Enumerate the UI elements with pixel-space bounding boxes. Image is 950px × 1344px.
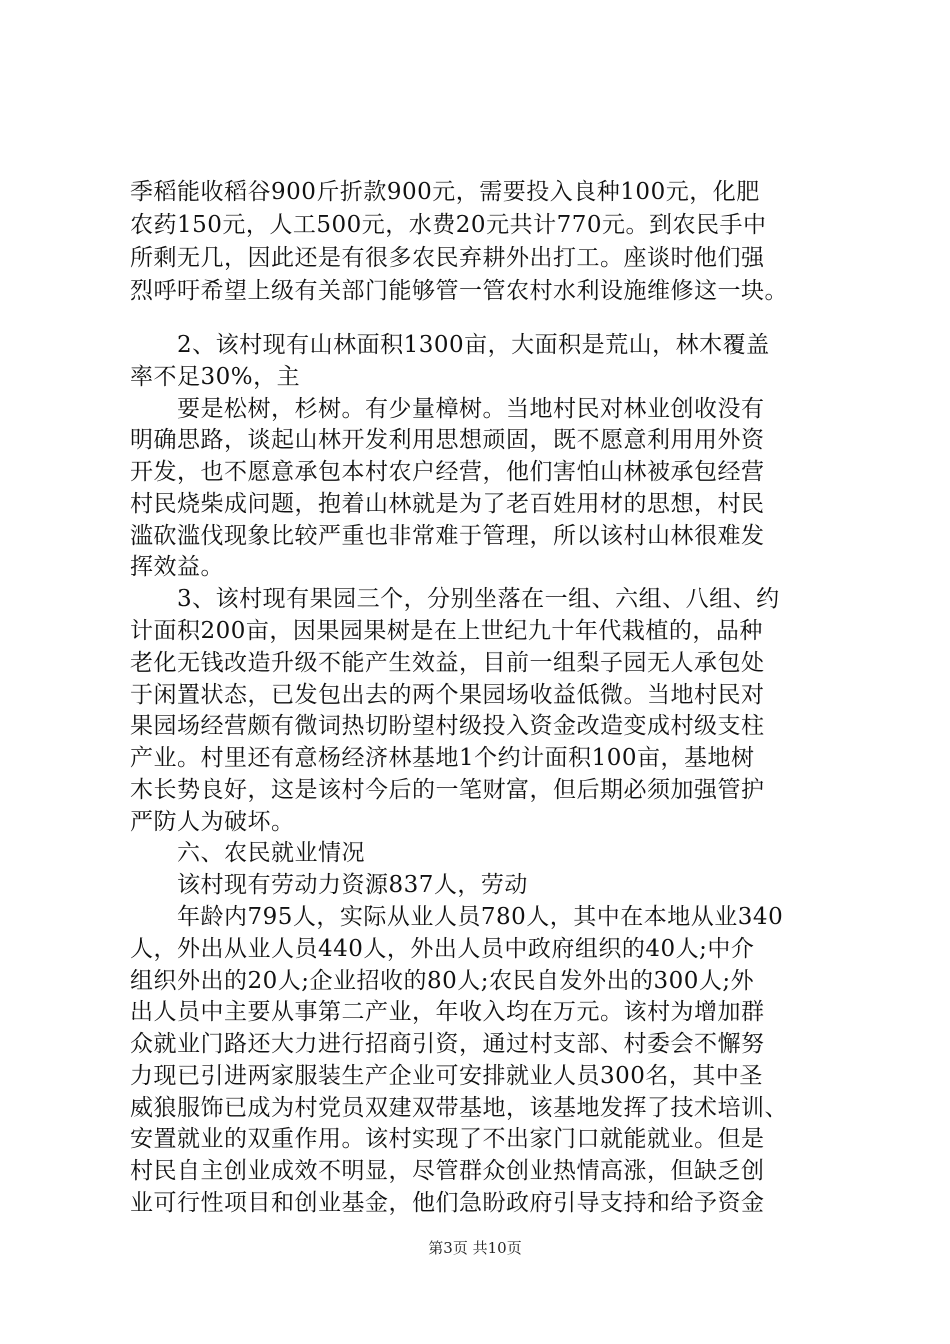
body-text-line: 出人员中主要从事第二产业，年收入均在万元。该村为增加群 [130, 999, 765, 1025]
body-text-line: 组织外出的20人;企业招收的80人;农民自发外出的300人;外 [130, 968, 755, 994]
body-text-line: 要是松树，杉树。有少量樟树。当地村民对林业创收没有 [130, 396, 765, 422]
body-text-line: 挥效益。 [130, 554, 224, 580]
body-text-line: 该村现有劳动力资源837人，劳动 [130, 872, 528, 898]
body-text-line: 所剩无几，因此还是有很多农民弃耕外出打工。座谈时他们强 [130, 245, 765, 271]
body-text-line: 3、该村现有果园三个，分别坐落在一组、六组、八组、约 [130, 586, 780, 612]
body-text-line: 木长势良好，这是该村今后的一笔财富，但后期必须加强管护 [130, 777, 765, 803]
body-text-line: 众就业门路还大力进行招商引资，通过村支部、村委会不懈努 [130, 1031, 765, 1057]
body-text-line: 产业。村里还有意杨经济林基地1个约计面积100亩，基地树 [130, 745, 755, 771]
body-text-line: 年龄内795人，实际从业人员780人，其中在本地从业340 [130, 904, 784, 930]
page-number-footer: 第3页 共10页 [428, 1239, 522, 1257]
body-text-line: 村民自主创业成效不明显，尽管群众创业热情高涨，但缺乏创 [130, 1158, 765, 1184]
body-text-line: 农药150元，人工500元，水费20元共计770元。到农民手中 [130, 212, 767, 238]
body-text-line: 安置就业的双重作用。该村实现了不出家门口就能就业。但是 [130, 1126, 765, 1152]
body-text-line: 村民烧柴成问题，抱着山林就是为了老百姓用材的思想，村民 [130, 491, 765, 517]
body-text-line: 果园场经营颇有微词热切盼望村级投入资金改造变成村级支柱 [130, 713, 765, 739]
body-text-line: 业可行性项目和创业基金，他们急盼政府引导支持和给予资金 [130, 1190, 765, 1216]
section-heading: 六、农民就业情况 [130, 840, 365, 866]
body-text-line: 开发，也不愿意承包本村农户经营，他们害怕山林被承包经营 [130, 459, 765, 485]
body-text-line: 计面积200亩，因果园果树是在上世纪九十年代栽植的，品种 [130, 618, 763, 644]
body-text-line: 烈呼吁希望上级有关部门能够管一管农村水利设施维修这一块。 [130, 278, 788, 304]
body-text-line: 老化无钱改造升级不能产生效益，目前一组梨子园无人承包处 [130, 650, 765, 676]
body-text-line: 明确思路，谈起山林开发利用思想顽固，既不愿意利用用外资 [130, 427, 765, 453]
body-text-line: 于闲置状态，已发包出去的两个果园场收益低微。当地村民对 [130, 682, 765, 708]
body-text-line: 季稻能收稻谷900斤折款900元，需要投入良种100元，化肥 [130, 179, 760, 205]
body-text-line: 率不足30%，主 [130, 364, 301, 390]
body-text-line: 力现已引进两家服装生产企业可安排就业人员300名，其中圣 [130, 1063, 763, 1089]
body-text-line: 2、该村现有山林面积1300亩，大面积是荒山，林木覆盖 [130, 332, 770, 358]
body-text-line: 严防人为破坏。 [130, 809, 295, 835]
body-text-line: 威狼服饰已成为村党员双建双带基地，该基地发挥了技术培训、 [130, 1095, 788, 1121]
body-text-line: 人，外出从业人员440人，外出人员中政府组织的40人;中介 [130, 936, 755, 962]
body-text-line: 滥砍滥伐现象比较严重也非常难于管理，所以该村山林很难发 [130, 523, 765, 549]
